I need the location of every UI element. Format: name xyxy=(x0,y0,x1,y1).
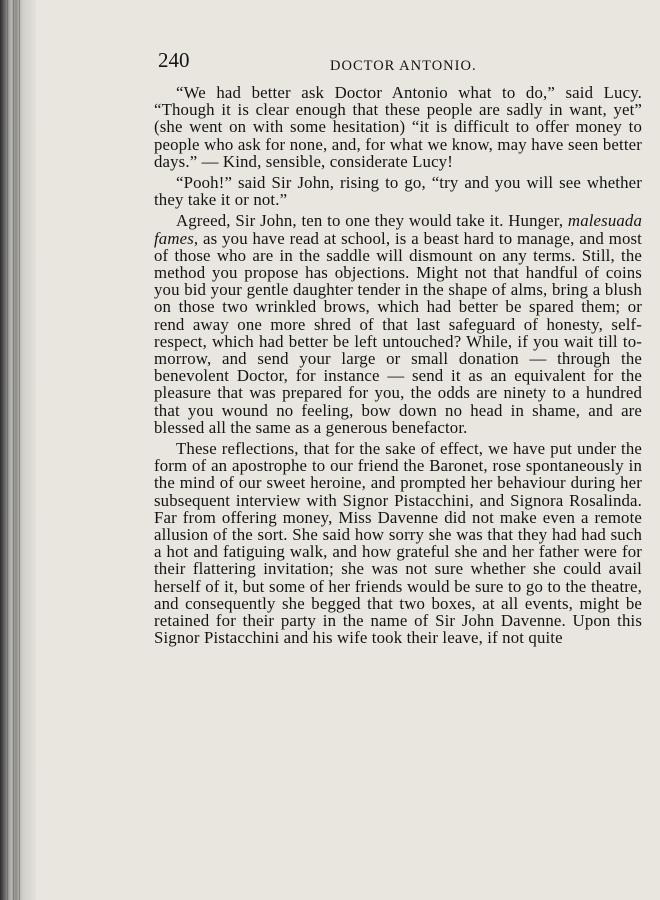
running-head xyxy=(154,50,642,84)
latin-phrase: malesuada fames xyxy=(154,211,642,248)
paragraph: “We had better ask Doctor Antonio what to do,” said Lucy. “Though it is clear enough that these people are sadly in want, yet” (she went on with some hesitation) “it is difficult to offer money to people who ask for none, and, for what we know, may have seen better days.” — Kind, sensible, considerate Lucy! xyxy=(154,83,642,171)
gutter-line xyxy=(7,0,8,900)
paragraph: “Pooh!” said Sir John, rising to go, “try and you will see whether they take it or not.” xyxy=(154,173,642,210)
body-text xyxy=(154,84,642,647)
paragraph xyxy=(154,212,642,436)
gutter-line xyxy=(19,0,20,900)
book-gutter-shadow xyxy=(0,0,36,900)
paragraph: These reflections, that for the sake of effect, we have put under the form of an apostrophe to our friend the Baronet, rose spontaneously in the mind of our sweet heroine, and prompted her behaviour during her subsequent interview with Signor Pistacchini, and Signora Rosalinda. Far from offering money, Miss Davenne did not make even a remote allusion of the sort. She said how sorry she was that they had had such a hot and fatiguing walk, and how grateful she and her father were for their flattering invitation; she was not sure whether she could avail herself of it, but some of her friends would be sure to go to the theatre, and consequently she begged that two boxes, at all events, might be retained for their party in the name of Sir John Davenne. Upon this Signor Pistacchini and his wife took their leave, if not quite xyxy=(154,439,642,648)
running-title: DOCTOR ANTONIO. xyxy=(330,58,477,74)
book-page xyxy=(154,50,642,647)
paragraph-text: Agreed, Sir John, ten to one they would take it. Hunger, xyxy=(176,211,568,231)
page-number: 240 xyxy=(158,48,190,72)
paragraph-text: , as you have read at school, is a beast hard to manage, and most of those who are in the saddle will dismount on any terms. Still, the method you propose has objections. Might not that handful of coins you bid your gentle daughter tender in the shape of alms, bring a blush on those two wrinkled brows, which had better be spared them; or rend away one more shred of that last safeguard of honesty, self-respect, which had better be left untouched? While, if you wait till to-morrow, and send your large or small donation — through the benevolent Doctor, for instance — send it as an equivalent for the pleasure that was prepared for you, the odds are ninety to a hundred that you wound no feeling, bow down no head in shame, and are blessed all the same as a generous benefactor. xyxy=(154,228,642,437)
gutter-line xyxy=(13,0,14,900)
